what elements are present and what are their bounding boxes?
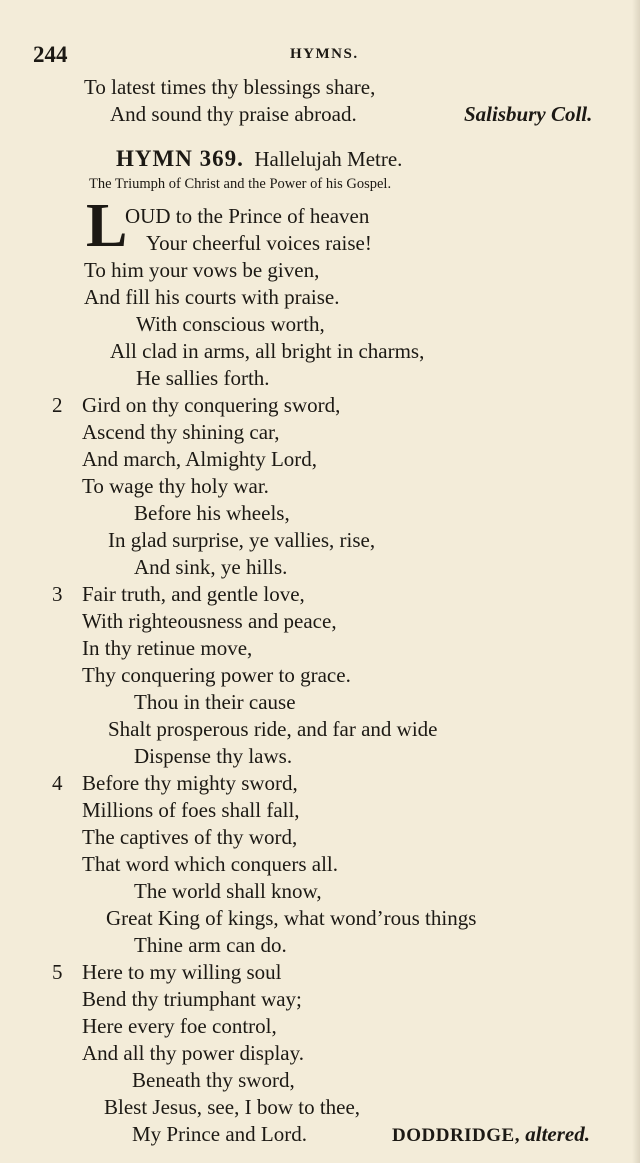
page-edge-shadow (632, 0, 640, 1163)
verse-line: Here to my willing soul (82, 960, 282, 984)
verse-line: Thine arm can do. (134, 933, 287, 957)
verse-line: And march, Almighty Lord, (82, 447, 318, 471)
verse-line: The captives of thy word, (82, 825, 298, 849)
verse-line: He sallies forth. (136, 366, 270, 390)
attribution-author: DODDRIDGE, (392, 1125, 520, 1146)
verse-line: In thy retinue move, (82, 636, 253, 660)
verse-line: To wage thy holy war. (82, 474, 269, 498)
verse-line: Bend thy triumphant way; (82, 987, 302, 1011)
verse-line: With righteousness and peace, (82, 609, 337, 633)
stanza-number: 3 (52, 582, 63, 606)
verse-line: In glad surprise, ye vallies, rise, (108, 528, 376, 552)
attribution-note: altered. (525, 1122, 590, 1146)
verse-line: Shalt prosperous ride, and far and wide (108, 717, 438, 741)
previous-hymn-line: To latest times thy blessings share, (84, 75, 376, 99)
hymn-metre: Hallelujah Metre. (254, 147, 403, 171)
verse-line: Fair truth, and gentle love, (82, 582, 305, 606)
verse-line: Your cheerful voices raise! (146, 231, 372, 255)
verse-line: My Prince and Lord. (132, 1122, 307, 1146)
verse-line: To him your vows be given, (84, 258, 320, 282)
drop-cap: L (86, 192, 128, 260)
verse-line: Great King of kings, what wond’rous things (106, 906, 477, 930)
verse-line: Thou in their cause (134, 690, 296, 714)
stanza-number: 2 (52, 393, 63, 417)
verse-line: Millions of foes shall fall, (82, 798, 300, 822)
verse-line: And fill his courts with praise. (84, 285, 340, 309)
hymn-number: HYMN 369. (116, 146, 244, 171)
verse-line: Before his wheels, (134, 501, 290, 525)
verse-line: Gird on thy conquering sword, (82, 393, 341, 417)
page-number: 244 (33, 42, 68, 67)
hymn-subtitle: The Triumph of Christ and the Power of his Gospel. (89, 176, 392, 192)
hymn-attribution (392, 1121, 590, 1149)
verse-line: That word which conquers all. (82, 852, 339, 876)
verse-line: OUD to the Prince of heaven (125, 204, 370, 228)
verse-line: And sink, ye hills. (134, 555, 288, 579)
verse-line: Dispense thy laws. (134, 744, 293, 768)
hymn-heading (116, 145, 402, 173)
verse-line: Beneath thy sword, (132, 1068, 295, 1092)
verse-line: And all thy power display. (82, 1041, 305, 1065)
previous-hymn-attribution: Salisbury Coll. (464, 102, 593, 126)
verse-line: Blest Jesus, see, I bow to thee, (104, 1095, 361, 1119)
verse-line: Thy conquering power to grace. (82, 663, 351, 687)
stanza-number: 4 (52, 771, 63, 795)
verse-line: Before thy mighty sword, (82, 771, 298, 795)
verse-line: All clad in arms, all bright in charms, (110, 339, 425, 363)
running-head: HYMNS. (290, 46, 359, 62)
stanza-number: 5 (52, 960, 63, 984)
verse-line: Here every foe control, (82, 1014, 277, 1038)
verse-line: Ascend thy shining car, (82, 420, 280, 444)
previous-hymn-line: And sound thy praise abroad. (110, 102, 357, 126)
verse-line: The world shall know, (134, 879, 322, 903)
verse-line: With conscious worth, (136, 312, 325, 336)
